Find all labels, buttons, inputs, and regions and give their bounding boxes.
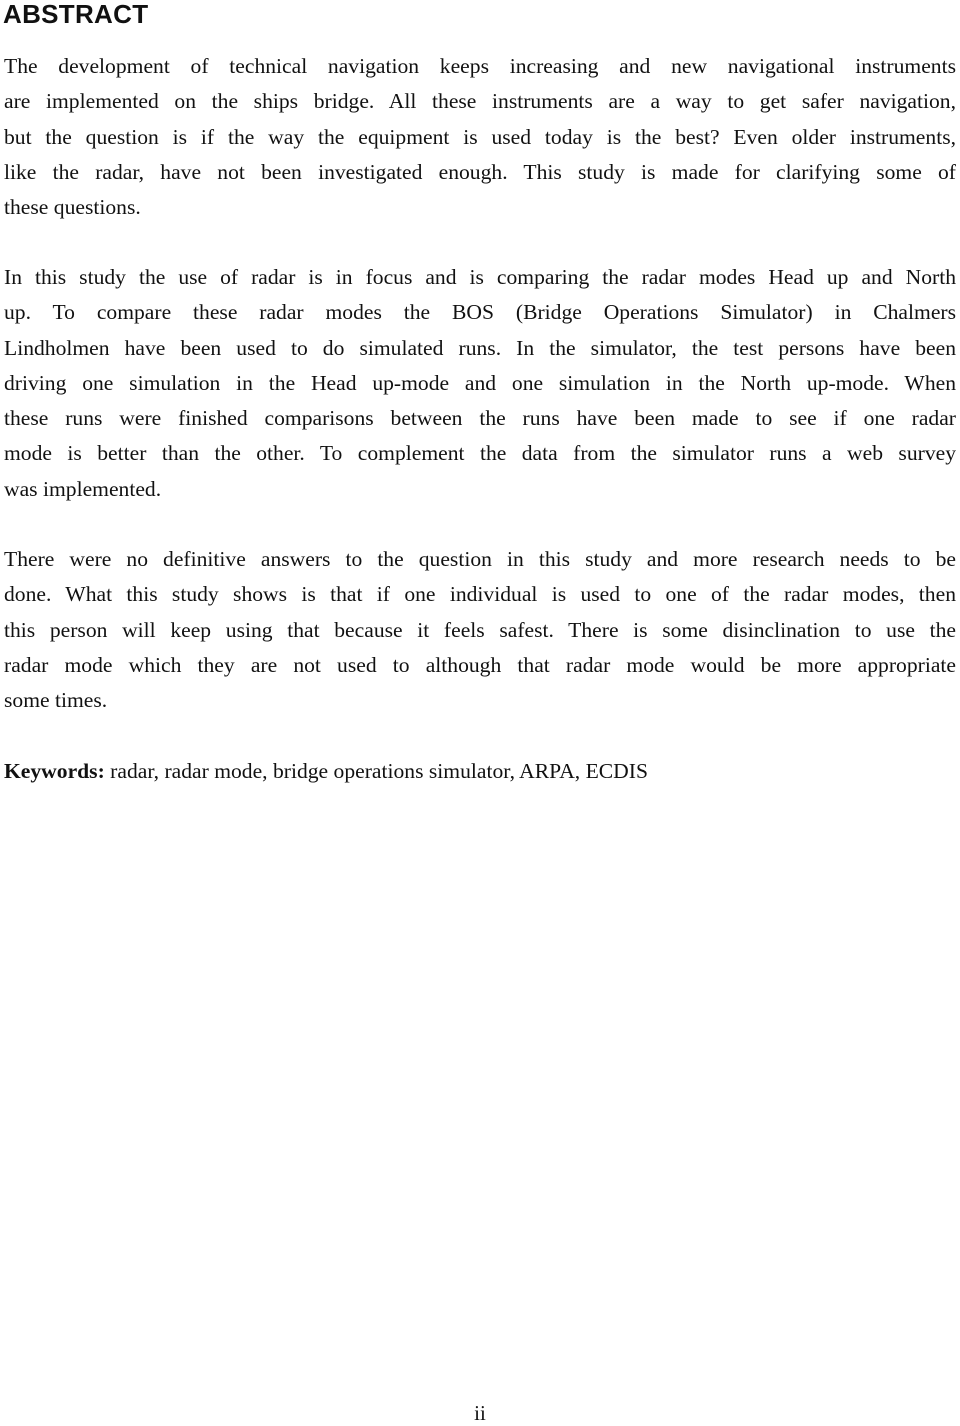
paragraph-line: these runs were finished comparisons between the runs have been made to see if one radar xyxy=(4,406,956,431)
paragraph-line: this person will keep using that because it feels safest. There is some disinclination to use the xyxy=(4,617,956,642)
keywords-text: radar, radar mode, bridge operations simulator, ARPA, ECDIS xyxy=(104,759,648,783)
abstract-paragraph-2 xyxy=(4,260,956,507)
paragraph-line: The development of technical navigation keeps increasing and new navigational instruments xyxy=(4,54,956,78)
paragraph-line: Lindholmen have been used to do simulated runs. In the simulator, the test persons have been xyxy=(4,335,956,360)
paragraph-line: was implemented. xyxy=(4,476,162,501)
abstract-heading: ABSTRACT xyxy=(3,0,149,29)
paragraph-line: In this study the use of radar is in focus and is comparing the radar modes Head up and North xyxy=(4,265,956,289)
keywords-label: Keywords: xyxy=(4,759,105,783)
paragraph-line: up. To compare these radar modes the BOS (Bridge Operations Simulator) in Chalmers xyxy=(4,300,956,325)
paragraph-line: some times. xyxy=(4,688,108,713)
paragraph-line: these questions. xyxy=(4,195,141,220)
paragraph-line: done. What this study shows is that if one individual is used to one of the radar modes, then xyxy=(4,582,956,607)
page-number: ii xyxy=(474,1401,486,1425)
keywords-line xyxy=(4,754,956,789)
abstract-paragraph-3 xyxy=(4,542,956,718)
paragraph-line: driving one simulation in the Head up-mode and one simulation in the North up-mode. When xyxy=(4,370,956,395)
abstract-paragraph-1 xyxy=(4,49,956,225)
paragraph-line: are implemented on the ships bridge. All these instruments are a way to get safer navigation, xyxy=(4,89,956,114)
paragraph-line: radar mode which they are not used to although that radar mode would be more appropriate xyxy=(4,652,956,677)
paragraph-line: but the question is if the way the equipment is used today is the best? Even older instruments, xyxy=(4,124,956,149)
paragraph-line: mode is better than the other. To complement the data from the simulator runs a web survey xyxy=(4,441,956,466)
paragraph-line: like the radar, have not been investigated enough. This study is made for clarifying some of xyxy=(4,159,956,184)
paragraph-line: There were no definitive answers to the question in this study and more research needs to be xyxy=(4,547,956,571)
